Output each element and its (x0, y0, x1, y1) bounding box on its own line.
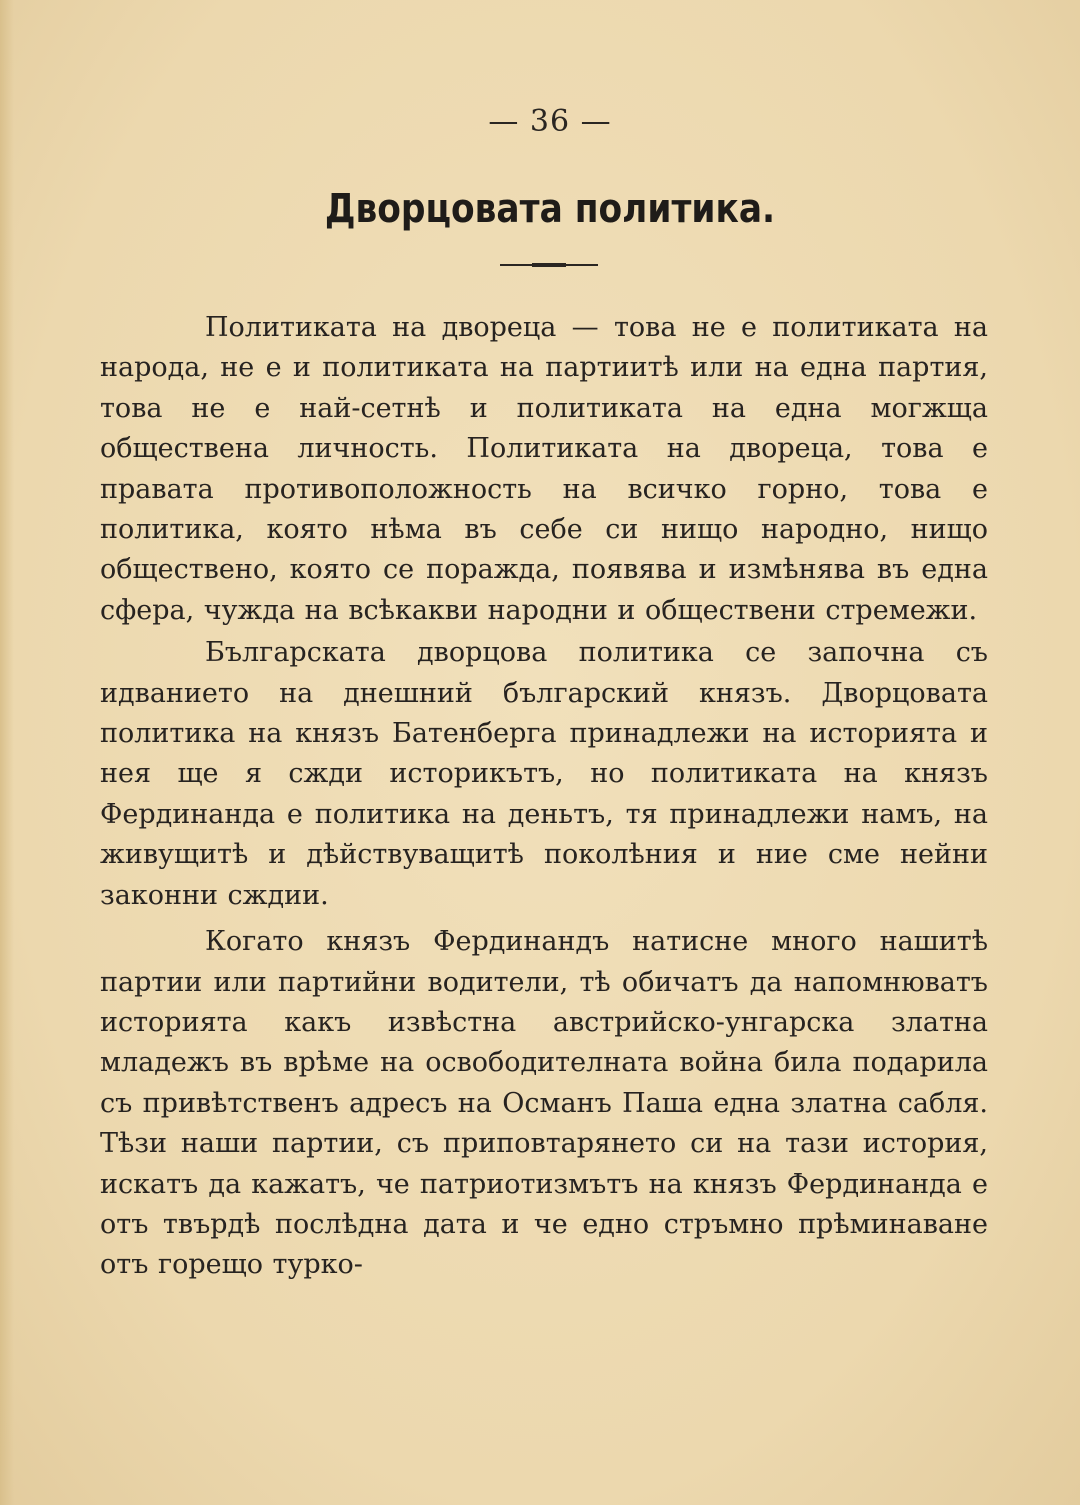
paragraph-3: Когато князъ Фердинандъ натисне много нашитѣ партии или партийни водители, тѣ обичатъ да напомнюватъ историята какъ извѣстна австрийско-унгарска златна младежъ въ врѣме на освободителната война била подарила съ привѣтственъ адресъ на Османъ Паша една златна сабля. Тѣзи наши партии, съ приповтарянето си на тази история, искатъ да кажатъ, че патриотизмътъ на князъ Фердинанда е отъ твърдѣ послѣдна дата и че едно стръмно прѣминаване отъ горещо турко- (100, 926, 988, 1281)
paragraph-2: Българската дворцова политика се започна съ идванието на днешний българский князъ. Дворцовата политика на князъ Батенберга принадлежи на историята и нея ще я сжди историкътъ, но политиката на князъ Фердинанда е политика на деньтъ, тя принадлежи намъ, на живущитѣ и дѣйствуващитѣ поколѣния и ние сме нейни законни сждии. (100, 637, 988, 911)
page-edge-shadow (0, 0, 14, 1505)
page-number: — 36 — (488, 104, 612, 139)
body-text (100, 308, 988, 1286)
paragraph-1: Политиката на двореца — това не е политиката на народа, не е и политиката на партиитѣ или на една партия, това не е най-сетнѣ и политиката на една могжща обществена личность. Политиката на двореца, това е правата противоположность на всичко горно, това е политика, която нѣма въ себе си нищо народно, нищо обществено, която се поражда, появява и измѣнява въ една сфера, чужда на всѣкакви народни и обществени стремежи. (100, 312, 988, 626)
heading-divider-center (532, 263, 566, 267)
chapter-heading: Дворцовата политика. (324, 186, 776, 232)
